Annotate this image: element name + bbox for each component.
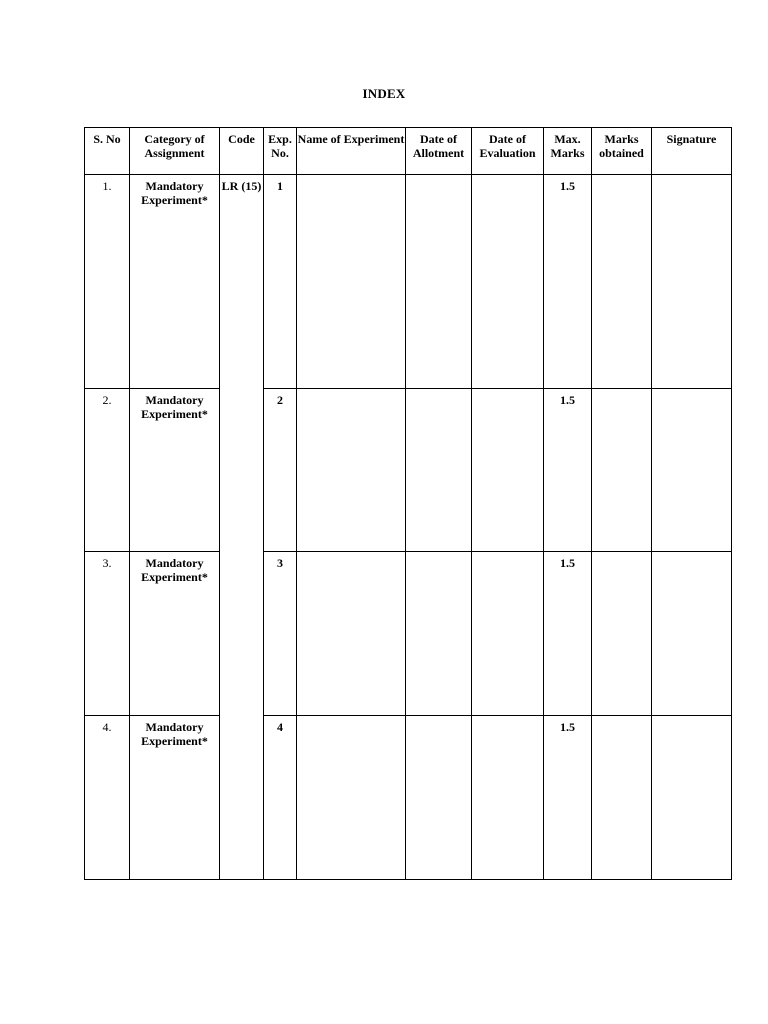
header-code: Code	[220, 128, 264, 175]
cell-exp-no: 4	[264, 716, 297, 880]
header-exp-no: Exp. No.	[264, 128, 297, 175]
table-row	[85, 175, 732, 389]
cell-marks-obtained-blank[interactable]	[592, 552, 652, 716]
header-row	[85, 128, 732, 175]
cell-signature-blank[interactable]	[652, 716, 732, 880]
header-date-allotment: Date of Allotment	[406, 128, 472, 175]
cell-date-evaluation-blank[interactable]	[472, 389, 544, 552]
cell-signature-blank[interactable]	[652, 175, 732, 389]
cell-sno: 4.	[85, 716, 130, 880]
page-title: INDEX	[362, 86, 406, 101]
cell-exp-no: 3	[264, 552, 297, 716]
cell-name-blank[interactable]	[297, 175, 406, 389]
cell-sno: 1.	[85, 175, 130, 389]
cell-marks-obtained-blank[interactable]	[592, 175, 652, 389]
cell-marks-obtained-blank[interactable]	[592, 716, 652, 880]
cell-max-marks: 1.5	[544, 552, 592, 716]
cell-name-blank[interactable]	[297, 552, 406, 716]
table-row	[85, 389, 732, 552]
header-name: Name of Experiment	[297, 128, 406, 175]
cell-date-allotment-blank[interactable]	[406, 716, 472, 880]
cell-date-evaluation-blank[interactable]	[472, 175, 544, 389]
cell-category: Mandatory Experiment*	[130, 175, 220, 389]
cell-date-allotment-blank[interactable]	[406, 552, 472, 716]
cell-signature-blank[interactable]	[652, 389, 732, 552]
table-row	[85, 552, 732, 716]
cell-marks-obtained-blank[interactable]	[592, 389, 652, 552]
cell-category: Mandatory Experiment*	[130, 389, 220, 552]
cell-date-evaluation-blank[interactable]	[472, 716, 544, 880]
header-sno: S. No	[85, 128, 130, 175]
header-signature: Signature	[652, 128, 732, 175]
cell-code: LR (15)	[220, 175, 264, 880]
cell-category: Mandatory Experiment*	[130, 716, 220, 880]
header-date-evaluation: Date of Evaluation	[472, 128, 544, 175]
cell-exp-no: 2	[264, 389, 297, 552]
header-marks-obtained: Marks obtained	[592, 128, 652, 175]
table-row	[85, 716, 732, 880]
cell-date-evaluation-blank[interactable]	[472, 552, 544, 716]
cell-max-marks: 1.5	[544, 389, 592, 552]
cell-name-blank[interactable]	[297, 389, 406, 552]
cell-sno: 3.	[85, 552, 130, 716]
header-category: Category of Assignment	[130, 128, 220, 175]
cell-category: Mandatory Experiment*	[130, 552, 220, 716]
header-max-marks: Max. Marks	[544, 128, 592, 175]
cell-date-allotment-blank[interactable]	[406, 175, 472, 389]
cell-max-marks: 1.5	[544, 716, 592, 880]
cell-date-allotment-blank[interactable]	[406, 389, 472, 552]
cell-name-blank[interactable]	[297, 716, 406, 880]
index-table	[84, 127, 732, 880]
cell-signature-blank[interactable]	[652, 552, 732, 716]
cell-max-marks: 1.5	[544, 175, 592, 389]
cell-exp-no: 1	[264, 175, 297, 389]
cell-sno: 2.	[85, 389, 130, 552]
